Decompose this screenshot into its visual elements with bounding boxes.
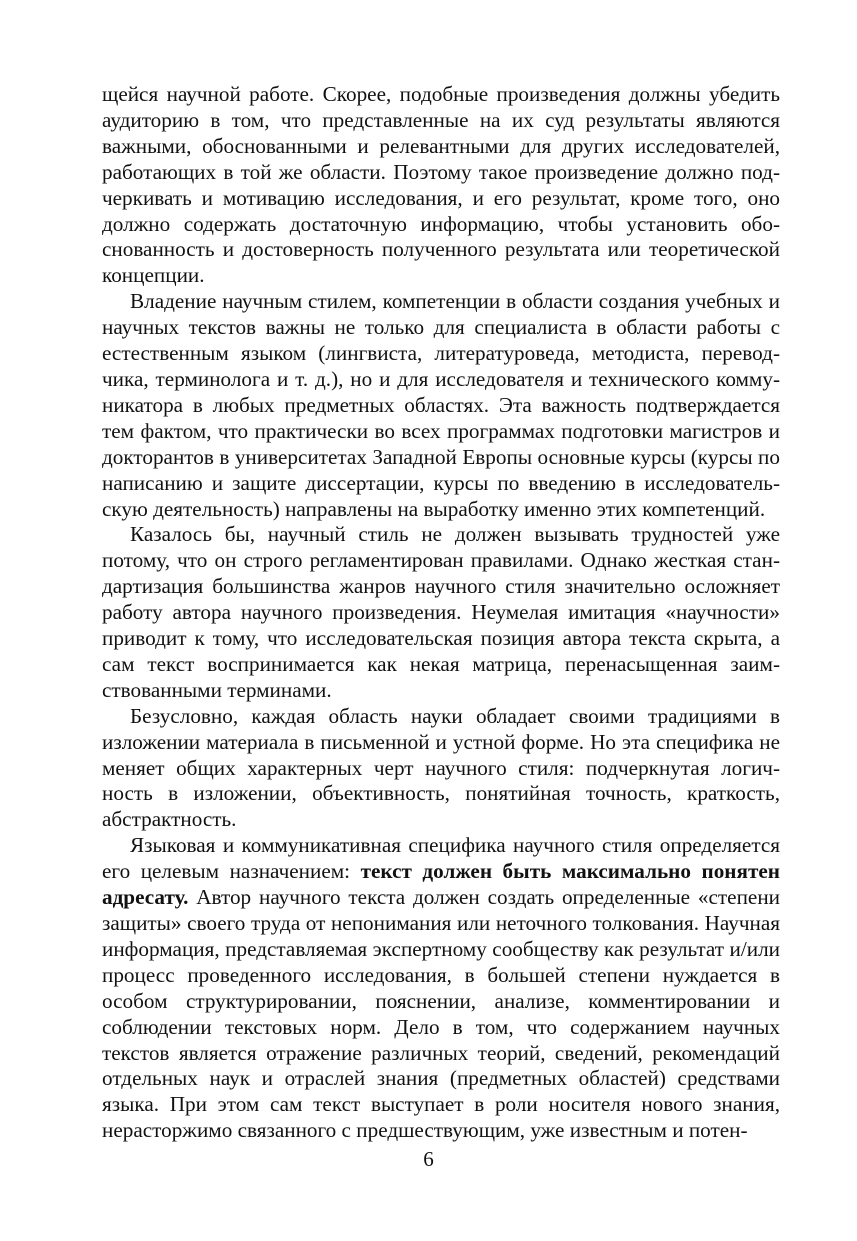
paragraph-1: щейся научной работе. Скорее, подобные произведения должны убедить аудиторию в том, что представленные на их суд результаты являются важными, обоснованными и релевантными для других исследователей, работающих в той же области. Поэтому такое произведение должно подчеркивать и мотивацию исследования, и его результат, кроме того, оно должно содержать достаточную информацию, чтобы установить обоснованность и достоверность полученного результата или теоретической концепции. — [102, 82, 780, 288]
paragraph-5-lead: Языковая и коммуникативная специфика научного стиля определяется его целевым назначением: — [102, 833, 780, 884]
page-body — [102, 82, 780, 1144]
paragraph-5-rest: Автор научного текста должен создать определенные «степени защиты» своего труда от непонимания или неточного толкования. Научная информация, представляемая экспертному сообществу как результат и/или процесс проведенного исследования, в большей степени нуждается в особом структурировании, пояснении, анализе, комментировании и соблюдении текстовых норм. Дело в том, что содержанием научных текстов является отражение различных теорий, сведений, рекомендаций отдельных наук и отраслей знания (предметных областей) средствами языка. При этом сам текст выступает в роли носителя нового знания, нерасторжимо связанного с предшествующим, уже известным и потен- — [102, 885, 780, 1143]
paragraph-2: Владение научным стилем, компетенции в области создания учебных и научных текстов важны не только для специалиста в области работы с естественным языком (лингвиста, литературоведа, методиста, переводчика, терминолога и т. д.), но и для исследователя и технического коммуникатора в любых предметных областях. Эта важность подтверждается тем фактом, что практически во всех программах подготовки магистров и докторантов в университетах Западной Европы основные курсы (курсы по написанию и защите диссертации, курсы по введению в исследовательскую деятельность) направлены на выработку именно этих компетенций. — [102, 289, 780, 521]
paragraph-5 — [102, 833, 780, 1144]
paragraph-3: Казалось бы, научный стиль не должен вызывать трудностей уже потому, что он строго регламентирован правилами. Однако жесткая стандартизация большинства жанров научного стиля значительно осложняет работу автора научного произведения. Неумелая имитация «научности» приводит к тому, что исследовательская позиция автора текста скрыта, а сам текст воспринимается как некая матрица, перенасыщенная заимствованными терминами. — [102, 522, 780, 702]
paragraph-4: Безусловно, каждая область науки обладает своими традициями в изложении материала в письменной и устной форме. Но эта специфика не меняет общих характерных черт научного стиля: подчеркнутая логичность в изложении, объективность, понятийная точность, краткость, абстрактность. — [102, 703, 780, 832]
page-number: 6 — [423, 1147, 434, 1171]
paragraph-5-emphasis: текст должен быть максимально понятен адресату. — [102, 859, 780, 910]
